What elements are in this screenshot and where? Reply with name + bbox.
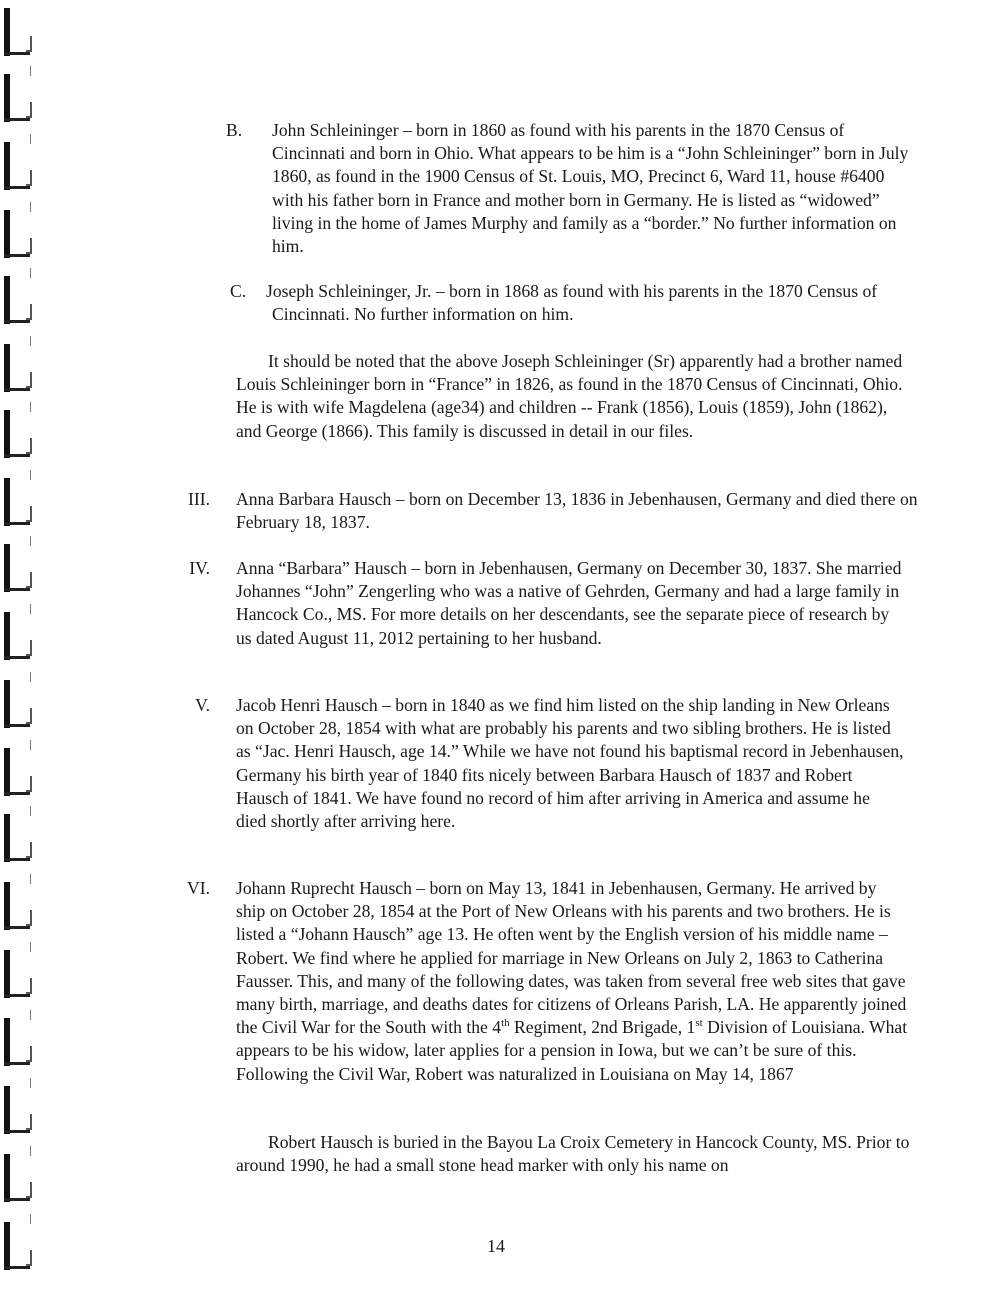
binding-ring <box>0 1078 34 1138</box>
roman-marker-iii: III. <box>188 489 210 509</box>
list-marker-b: B. <box>226 120 243 140</box>
binding-ring <box>0 268 34 328</box>
binding-ring <box>0 604 34 664</box>
roman-marker-iv: IV. <box>189 558 210 578</box>
binding-ring <box>0 874 34 934</box>
binding-ring <box>0 470 34 530</box>
paragraph-v: Jacob Henri Hausch – born in 1840 as we find him listed on the ship landing in New Orleans on October 28, 1854 with what are probably his parents and two sibling brothers. He is listed as “Jac. Henri Hausch, age 14.” While we have not found his baptismal record in Jebenhausen, Germany his birth year of 1840 fits nicely between Barbara Hausch of 1837 and Robert Hausch of 1841. We have found no record of him after arriving in America and assume he died shortly after arriving here. <box>236 695 904 832</box>
spiral-binding <box>0 0 40 1292</box>
paragraph-vi-text-a: Johann Ruprecht Hausch – born on May 13, 1841 in Jebenhausen, Germany. He arrived by ship on October 28, 1854 at the Port of New Orleans with his parents and two brothers. He is listed a “Johann Hausch” age 13. He often went by the English version of his middle name – Robert. We find where he applied for marriage in New Orleans on July 2, 1863 to Catherina Fausser. This, and many of the following dates, was taken from several free web sites that gave many birth, marriage, and deaths dates for citizens of Orleans Parish, LA. He apparently joined the Civil War for the South with the 4 <box>236 878 907 1038</box>
paragraph-vi <box>236 877 908 1086</box>
paragraph-iv: Anna “Barbara” Hausch – born in Jebenhausen, Germany on December 30, 1837. She married Johannes “John” Zengerling who was a native of Gehrden, Germany and had a large family in Hancock Co., MS. For more details on her descendants, see the separate piece of research by us dated August 11, 2012 pertaining to her husband. <box>236 558 902 648</box>
superscript-st: st <box>695 1017 703 1030</box>
binding-ring <box>0 806 34 866</box>
paragraph-iii: Anna Barbara Hausch – born on December 13, 1836 in Jebenhausen, Germany and died there on February 18, 1837. <box>236 489 918 533</box>
paragraph-c: Joseph Schleininger, Jr. – born in 1868 as found with his parents in the 1870 Census of Cincinnati. No further information on him. <box>266 281 878 325</box>
binding-ring <box>0 0 34 60</box>
superscript-th: th <box>501 1017 510 1030</box>
binding-ring <box>0 202 34 262</box>
binding-ring <box>0 942 34 1002</box>
binding-ring <box>0 402 34 462</box>
binding-ring <box>0 66 34 126</box>
binding-ring <box>0 1010 34 1070</box>
binding-ring <box>0 536 34 596</box>
paragraph-b: John Schleininger – born in 1860 as found with his parents in the 1870 Census of Cincinnati and born in Ohio. What appears to be him is a “John Schleininger” born in July 1860, as found in the 1900 Census of St. Louis, MO, Precinct 6, Ward 11, house #6400 with his father born in France and mother born in Germany. He is listed as “widowed” living in the home of James Murphy and family as a “border.” No further information on him. <box>272 120 909 257</box>
paragraph-vi-text-b: Regiment, 2nd Brigade, 1 <box>509 1017 696 1038</box>
binding-ring <box>0 672 34 732</box>
paragraph-vi-text-c: Division of Louisiana. What appears to be his widow, later applies for a pension in Iowa, but we can’t be sure of this. Following the Civil War, Robert was naturalized in Louisiana on May 14, 1867 <box>236 1017 908 1084</box>
binding-ring <box>0 134 34 194</box>
paragraph-note: It should be noted that the above Joseph Schleininger (Sr) apparently had a brother named Louis Schleininger born in “France” in 1826, as found in the 1870 Census of Cincinnati, Ohio. He is with wife Magdelena (age34) and children -- Frank (1856), Louis (1859), John (1862), and George (1866). This family is discussed in detail in our files. <box>236 351 903 441</box>
binding-ring <box>0 336 34 396</box>
paragraph-vi-continuation: Robert Hausch is buried in the Bayou La Croix Cemetery in Hancock County, MS. Prior to around 1990, he had a small stone head marker with only his name on <box>236 1132 910 1176</box>
page-number: 14 <box>487 1236 505 1256</box>
list-marker-c: C. <box>230 281 247 301</box>
binding-ring <box>0 740 34 800</box>
roman-marker-vi: VI. <box>187 878 210 898</box>
binding-ring <box>0 1146 34 1206</box>
roman-marker-v: V. <box>195 695 210 715</box>
